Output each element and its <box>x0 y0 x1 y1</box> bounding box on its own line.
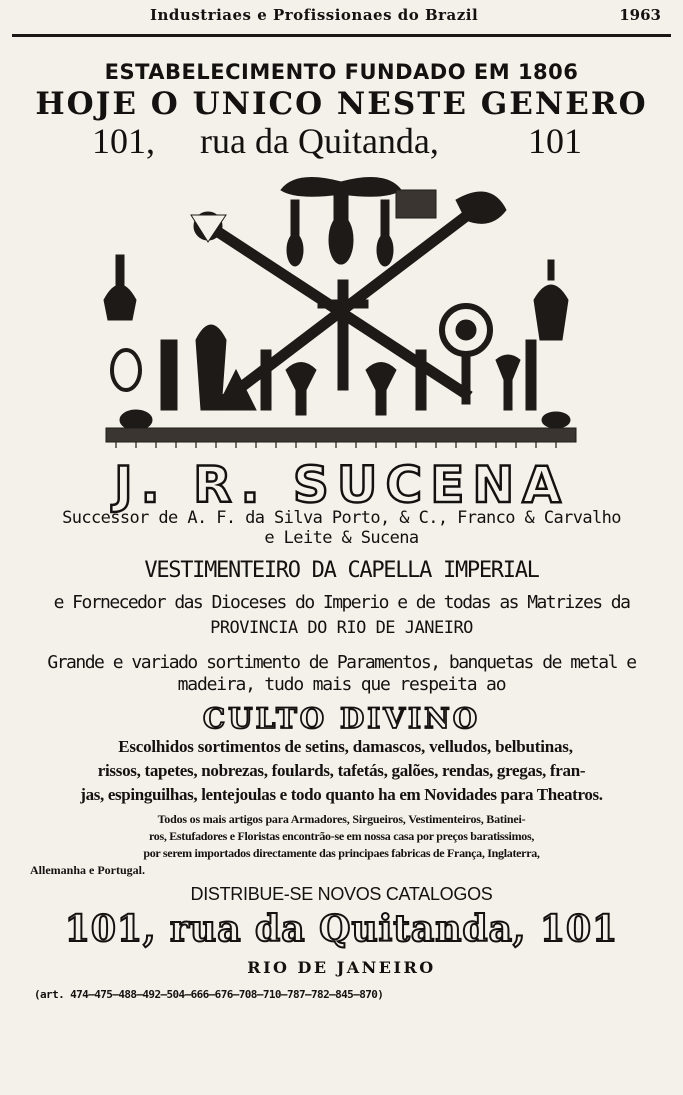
title-line: VESTIMENTEIRO DA CAPELLA IMPERIAL <box>144 558 539 583</box>
header-rule <box>12 34 671 37</box>
running-header <box>0 6 683 28</box>
fabrics-line-3: jas, espinguilhas, lentejoulas e todo quanto ha em Novidades para Theatros. <box>80 785 603 804</box>
city-line: RIO DE JANEIRO <box>247 958 436 977</box>
church-goods-illustration-icon <box>96 170 586 450</box>
founded-line: ESTABELECIMENTO FUNDADO EM 1806 <box>104 60 579 84</box>
assortment-line-2: madeira, tudo mais que respeita ao <box>177 674 506 695</box>
address-number-left: 101, <box>92 121 155 161</box>
fabrics-line-1: Escolhidos sortimentos de setins, damascos, velludos, belbutinas, <box>118 737 573 756</box>
fabrics-line-2: rissos, tapetes, nobrezas, foulards, tafetás, galões, rendas, gregas, fran- <box>97 761 586 780</box>
firm-name: J. R. SUCENA <box>114 456 569 514</box>
header-title: Industriaes e Profissionaes do Brazil <box>150 6 479 24</box>
supplier-line-1: e Fornecedor das Dioceses do Imperio e de todas as Matrizes da <box>53 592 630 613</box>
successor-line-2: e Leite & Sucena <box>264 528 419 548</box>
supplier-line-2: PROVINCIA DO RIO DE JANEIRO <box>210 618 473 638</box>
article-references: (art. 474—475—488—492—504—666—676—708—710—787—782—845—870) <box>34 988 384 1001</box>
address-bottom: 101, rua da Quitanda, 101 <box>64 908 619 950</box>
address-top <box>0 120 683 164</box>
successor-line-1: Successor de A. F. da Silva Porto, & C., Franco & Carvalho <box>62 508 621 528</box>
trades-line-4: Allemanha e Portugal. <box>30 863 145 877</box>
page-number: 1963 <box>619 6 661 24</box>
assortment-line-1: Grande e variado sortimento de Paramentos, banquetas de metal e <box>47 652 636 673</box>
catalogs-line: DISTRIBUE-SE NOVOS CATALOGOS <box>190 884 493 904</box>
address-street: rua da Quitanda, <box>200 121 439 161</box>
address-number-right: 101 <box>528 121 582 161</box>
trades-line-1: Todos os mais artigos para Armadores, Sirgueiros, Vestimenteiros, Batinei- <box>157 812 526 826</box>
slogan: HOJE O UNICO NESTE GENERO <box>35 86 648 122</box>
culto-divino: CULTO DIVINO <box>202 702 481 735</box>
trades-line-2: ros, Estufadores e Floristas encontrão-se em nossa casa por preços baratissimos, <box>148 829 535 843</box>
trades-line-3: por serem importados directamente das principaes fabricas de França, Inglaterra, <box>143 846 540 860</box>
